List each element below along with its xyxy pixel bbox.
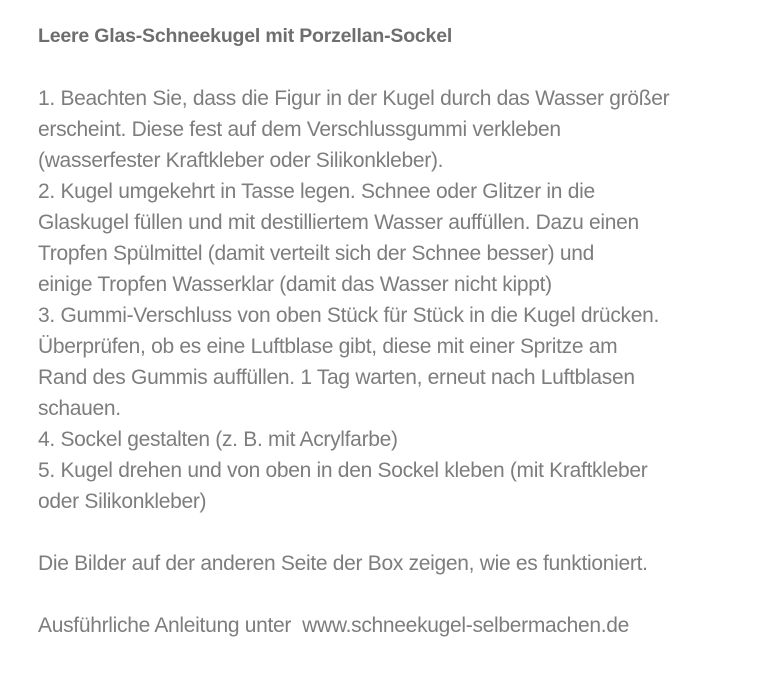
steps-block: [38, 83, 748, 517]
text-line: 3. Gummi-Verschluss von oben Stück für Stück in die Kugel drücken.: [38, 304, 660, 327]
text-line: Tropfen Spülmittel (damit verteilt sich der Schnee besser) und: [38, 242, 595, 265]
text-line: (wasserfester Kraftkleber oder Silikonkleber).: [38, 149, 444, 172]
text-line: 1. Beachten Sie, dass die Figur in der Kugel durch das Wasser größer: [38, 87, 670, 110]
box-note: Die Bilder auf der anderen Seite der Box zeigen, wie es funktioniert.: [38, 552, 648, 575]
text-line: oder Silikonkleber): [38, 490, 207, 513]
website-line: Ausführliche Anleitung unter www.schneekugel-selbermachen.de: [38, 614, 630, 637]
text-line: Überprüfen, ob es eine Luftblase gibt, diese mit einer Spritze am: [38, 335, 618, 358]
text-line: schauen.: [38, 397, 121, 420]
text-line: 4. Sockel gestalten (z. B. mit Acrylfarbe): [38, 428, 398, 451]
text-line: Rand des Gummis auffüllen. 1 Tag warten, erneut nach Luftblasen: [38, 366, 635, 389]
text-line: Glaskugel füllen und mit destilliertem Wasser auffüllen. Dazu einen: [38, 211, 639, 234]
text-line: 2. Kugel umgekehrt in Tasse legen. Schnee oder Glitzer in die: [38, 180, 595, 203]
text-line: einige Tropfen Wasserklar (damit das Wasser nicht kippt): [38, 273, 552, 296]
page-title: Leere Glas-Schneekugel mit Porzellan-Sockel: [38, 25, 453, 47]
text-line: erscheint. Diese fest auf dem Verschlussgummi verkleben: [38, 118, 561, 141]
text-line: 5. Kugel drehen und von oben in den Sockel kleben (mit Kraftkleber: [38, 459, 648, 482]
